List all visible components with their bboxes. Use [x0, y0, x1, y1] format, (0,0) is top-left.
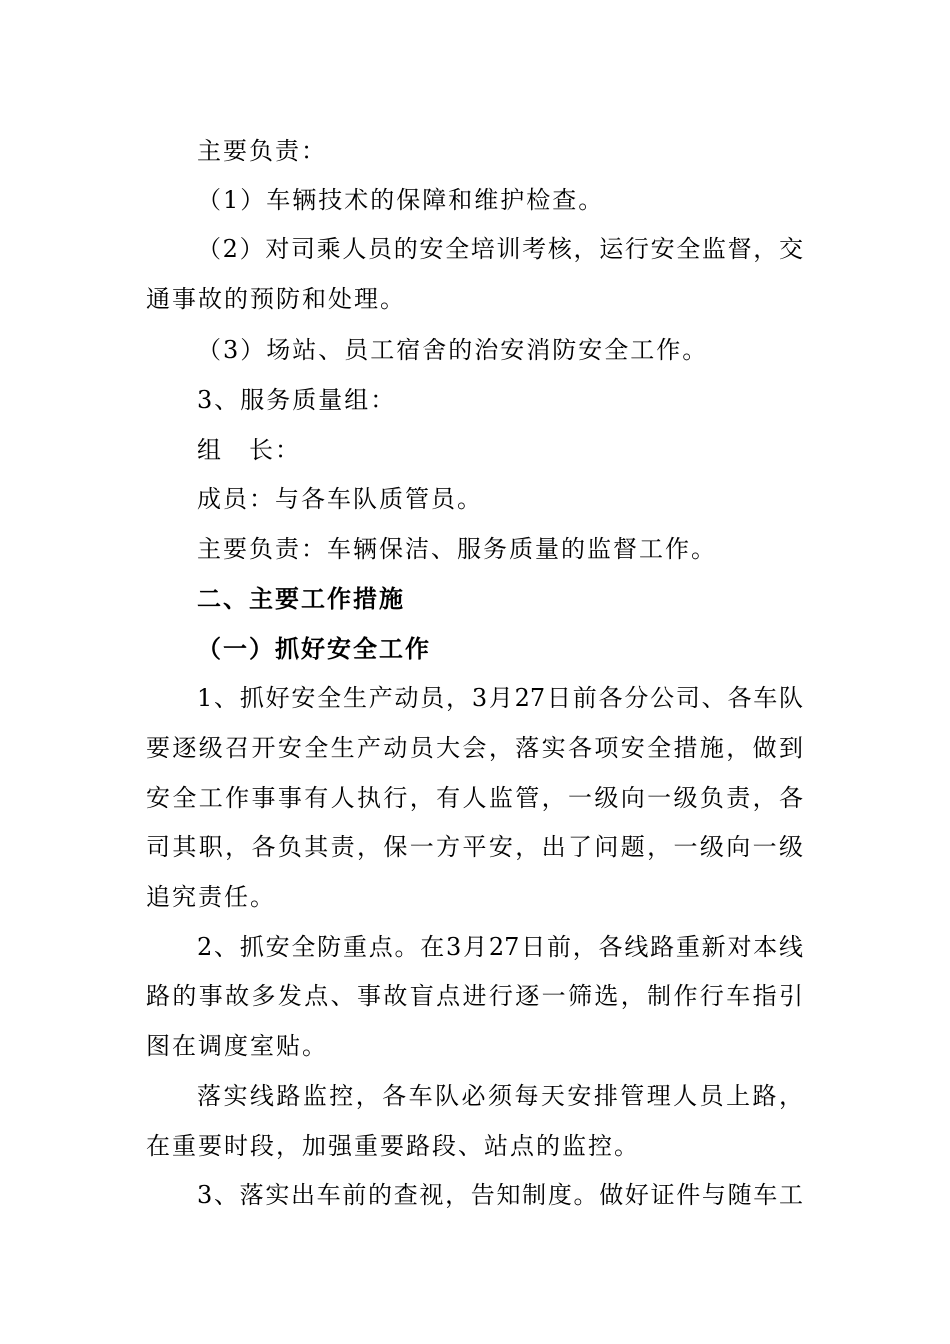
subsection-1-heading: （一）抓好安全工作 — [197, 634, 431, 663]
para-2-line-1: 2、抓安全防重点。在3月27日前，各线路重新对本线 — [197, 933, 803, 961]
item-2-safety-training: （2）对司乘人员的安全培训考核，运行安全监督，交 — [197, 235, 803, 263]
para-2-line-3: 图在调度室贴。 — [146, 1032, 328, 1060]
para-1-line-2: 要逐级召开安全生产动员大会，落实各项安全措施，做到 — [146, 734, 803, 762]
item-3-fire-safety: （3）场站、员工宿舍的治安消防安全工作。 — [197, 336, 709, 364]
responsibility-heading: 主要负责： — [197, 137, 327, 165]
service-quality-group-heading: 3、服务质量组： — [197, 386, 397, 414]
para-2-line-2: 路的事故多发点、事故盲点进行逐一筛选，制作行车指引 — [146, 982, 803, 1010]
para-1-line-5: 追究责任。 — [146, 883, 276, 911]
group-leader-label: 组 长： — [197, 436, 301, 464]
para-1-line-4: 司其职，各负其责，保一方平安，出了问题，一级向一级 — [146, 833, 803, 861]
section-2-heading: 二、主要工作措施 — [197, 584, 405, 613]
service-responsibility-line: 主要负责：车辆保洁、服务质量的监督工作。 — [197, 535, 717, 563]
para-3-line-2: 在重要时段，加强重要路段、站点的监控。 — [146, 1132, 640, 1160]
item-2-continuation: 通事故的预防和处理。 — [146, 285, 406, 313]
para-1-line-1: 1、抓好安全生产动员，3月27日前各分公司、各车队 — [197, 684, 803, 712]
members-line: 成员：与各车队质管员。 — [197, 485, 483, 513]
item-1-vehicle-tech: （1）车辆技术的保障和维护检查。 — [197, 186, 605, 214]
para-1-line-3: 安全工作事事有人执行，有人监管，一级向一级负责，各 — [146, 784, 803, 812]
para-4-line-1: 3、落实出车前的查视，告知制度。做好证件与随车工 — [197, 1181, 803, 1209]
para-3-line-1: 落实线路监控，各车队必须每天安排管理人员上路， — [197, 1082, 803, 1110]
